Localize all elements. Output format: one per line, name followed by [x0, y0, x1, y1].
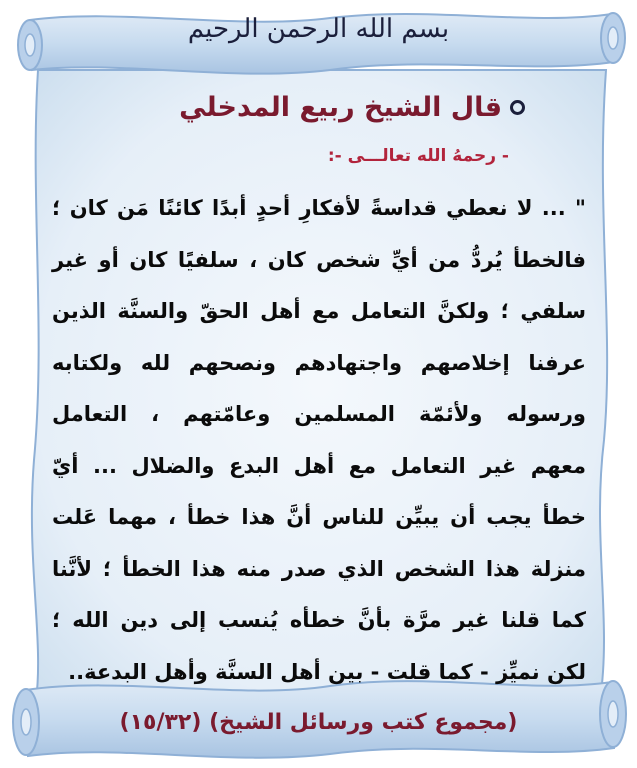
circle-bullet-icon — [510, 100, 525, 115]
quote-title — [179, 92, 525, 123]
quote-line: خطأ يجب أن يبيِّن للناس أنَّ هذا خطأ ، مهما عَلت — [52, 505, 586, 529]
quote-line: فالخطأ يُردُّ من أيِّ شخص كان ، سلفيًا كان أو غير — [52, 247, 586, 272]
title-text: قال الشيخ ربيع المدخلي — [179, 92, 502, 123]
quote-line: لكن نميِّز - كما قلت - بين أهل السنَّة وأهل البدعة.. — [68, 659, 586, 684]
quote-body — [52, 183, 586, 698]
quote-line: كما قلنا غير مرَّة بأنَّ خطأه يُنسب إلى دين الله ؛ — [52, 608, 586, 632]
source-citation: (مجموع كتب ورسائل الشيخ) (١٥/٣٢) — [119, 710, 518, 735]
quote-line: منزلة هذا الشخص الذي صدر منه هذا الخطأ ؛ لأنَّنا — [52, 556, 586, 581]
quote-line: ورسوله ولأئمّة المسلمين وعامّتهم ، التعامل — [52, 402, 586, 426]
basmala-calligraphy: بسم الله الرحمن الرحيم — [187, 14, 450, 44]
quote-line: معهم غير التعامل مع أهل البدع والضلال ... أيّ — [52, 453, 586, 478]
quote-subtitle: - رحمهُ الله تعالـــى -: — [327, 146, 509, 166]
quote-line: عرفنا إخلاصهم واجتهادهم ونصحهم لله ولكتابه — [52, 350, 586, 375]
quote-line: سلفي ؛ ولكنَّ التعامل مع أهل الحقّ والسنَّة الذين — [52, 299, 586, 323]
quote-line: " ... لا نعطي قداسةً لأفكارِ أحدٍ أبدًا كائنًا مَن كان ؛ — [52, 196, 586, 220]
